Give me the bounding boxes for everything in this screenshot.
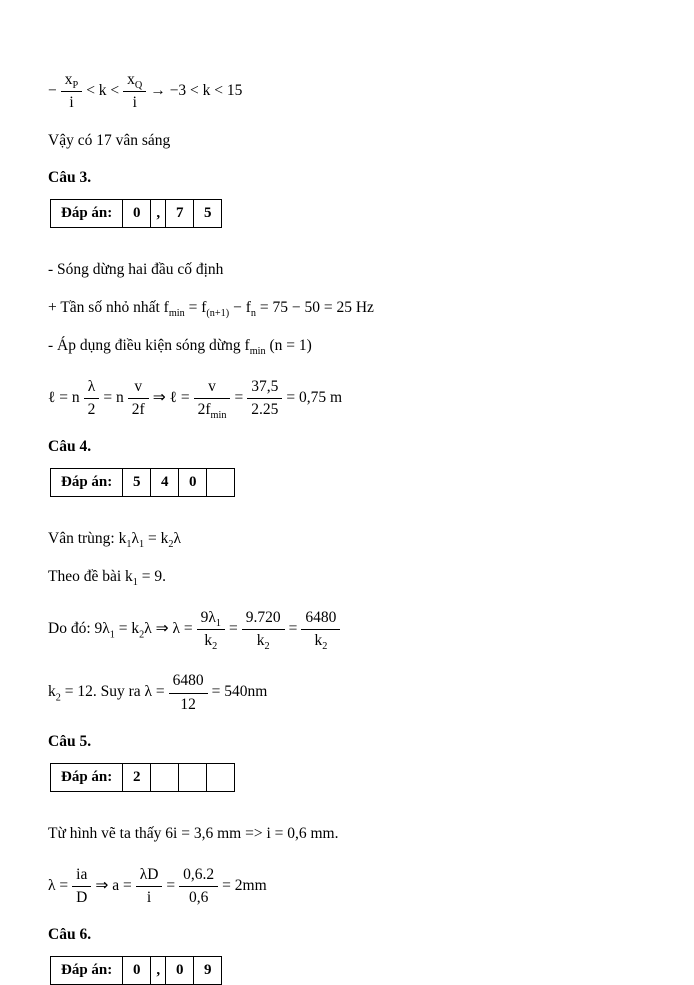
- denominator-subscript: 2: [264, 641, 270, 653]
- numerator-subscript: 1: [215, 618, 221, 630]
- answer-cell: [179, 763, 207, 791]
- text-tu-hinh-ve: Từ hình vẽ ta thấy 6i = 3,6 mm => i = 0,6 mm.: [48, 824, 339, 842]
- heading-cau-5: Câu 5.: [48, 732, 92, 750]
- answer-cell: 9: [194, 956, 222, 984]
- symbol-k: k: [48, 683, 56, 701]
- equals-sign: =: [234, 389, 244, 407]
- subscript-1: 1: [138, 539, 145, 551]
- denominator-subscript: 2: [212, 641, 218, 653]
- denominator: [197, 630, 225, 651]
- numerator: v: [128, 377, 149, 399]
- denominator: 2: [87, 401, 96, 419]
- answer-table-cau5: [50, 763, 235, 792]
- subscript-2: 2: [55, 692, 61, 704]
- text-theo-de-bai: [48, 567, 654, 588]
- inequality-middle: < k <: [86, 82, 120, 100]
- implies-arrow: λ ⇒ λ =: [144, 620, 193, 638]
- numerator: ia: [72, 865, 91, 887]
- answer-cell: 4: [151, 469, 179, 497]
- heading-cau-6: Câu 6.: [48, 925, 92, 943]
- denominator: i: [132, 94, 137, 112]
- formula-lambda-a: [48, 865, 654, 908]
- formula-result: = 2mm: [222, 876, 267, 894]
- answer-cell: [207, 469, 235, 497]
- formula-mid: = k: [114, 620, 140, 638]
- answer-table-cau6: [50, 956, 222, 985]
- denominator: [194, 399, 231, 420]
- symbol-f: f: [201, 299, 207, 317]
- subscript-1: 1: [109, 629, 115, 641]
- fraction-37-5-over-2-25: [247, 377, 282, 420]
- denominator: 0,6: [188, 888, 209, 906]
- text-lead: Theo đề bài k: [48, 568, 133, 586]
- fraction-0-6-2-over-0-6: [179, 865, 218, 908]
- subscript-2: 2: [168, 539, 174, 551]
- implies-arrow: ⇒ ℓ =: [152, 389, 190, 407]
- table-row: [51, 469, 235, 497]
- formula-result: = 0,75 m: [286, 389, 343, 407]
- equals-sign: =: [229, 620, 238, 638]
- formula-k2-result: [48, 671, 654, 714]
- subscript-n: n: [250, 308, 256, 320]
- answer-cell: 0: [123, 200, 151, 228]
- formula-result: → −3 < k < 15: [150, 82, 243, 100]
- text-mid: = k: [144, 530, 169, 548]
- denominator: 2f: [131, 401, 145, 419]
- denominator-base: k: [314, 632, 323, 650]
- equals-sign: =: [288, 620, 298, 638]
- fraction-xp-over-i: [61, 70, 82, 113]
- subscript-1: 1: [132, 577, 138, 589]
- text-song-dung: - Sóng dừng hai đầu cố định: [48, 261, 224, 279]
- symbol-f: f: [245, 299, 251, 317]
- subscript-min: min: [168, 308, 185, 320]
- numerator: 6480: [301, 608, 340, 630]
- formula-k-range: [48, 70, 654, 113]
- answer-cell: [151, 763, 179, 791]
- numerator: 37,5: [247, 377, 282, 399]
- numerator: [197, 608, 225, 630]
- fraction-v-over-2fmin: [194, 377, 231, 420]
- formula-result: = 540nm: [211, 683, 268, 701]
- numerator-base: 9λ: [200, 609, 216, 627]
- fraction-9-720-over-k2: [242, 608, 285, 651]
- numerator: 9.720: [242, 608, 285, 630]
- denominator: [301, 630, 340, 651]
- implies-arrow: ⇒ a =: [95, 876, 132, 894]
- text-lead: - Áp dụng điều kiện sóng dừng: [48, 337, 245, 355]
- answer-label: Đáp án:: [51, 200, 123, 228]
- text-tail: = 9.: [137, 568, 167, 586]
- answer-cell: 0: [179, 469, 207, 497]
- subscript-1: 1: [126, 539, 132, 551]
- numerator-subscript: Q: [134, 80, 143, 92]
- denominator-base: k: [256, 632, 265, 650]
- denominator: 12: [180, 695, 196, 713]
- text-lead: Vân trùng: k: [48, 530, 127, 548]
- minus-sign: −: [229, 299, 246, 317]
- fraction-6480-over-12: [169, 671, 208, 714]
- answer-cell: 0: [166, 956, 194, 984]
- denominator: [242, 630, 285, 651]
- equals-sign: =: [184, 299, 202, 317]
- numerator-base: x: [127, 71, 135, 88]
- answer-label: Đáp án:: [51, 469, 123, 497]
- denominator: i: [146, 888, 152, 906]
- numerator: 0,6.2: [179, 865, 218, 887]
- text-ap-dung-dieu-kien: [48, 336, 654, 357]
- answer-cell: [207, 763, 235, 791]
- numerator-base: x: [64, 71, 73, 88]
- numerator: λD: [136, 865, 163, 887]
- symbol-lambda: λ: [173, 530, 181, 548]
- numerator: v: [194, 377, 231, 399]
- text-mid: = 12. Suy ra λ =: [60, 683, 165, 701]
- numerator: 6480: [169, 671, 208, 693]
- denominator-base: k: [204, 632, 213, 650]
- equals-sign: =: [166, 876, 176, 894]
- heading-cau-4: Câu 4.: [48, 438, 92, 456]
- formula-lead: λ =: [48, 876, 69, 894]
- symbol-lambda: λ: [131, 530, 139, 548]
- answer-cell: 5: [123, 469, 151, 497]
- fraction-v-over-2f: [128, 377, 149, 420]
- answer-label: Đáp án:: [51, 956, 123, 984]
- formula-lead: Do đó: 9λ: [48, 620, 110, 638]
- denominator: i: [69, 94, 74, 112]
- symbol-f: f: [163, 299, 169, 317]
- denominator-subscript: 2: [322, 641, 328, 653]
- denominator-base: 2f: [197, 401, 211, 419]
- fraction-6480-over-k2: [301, 608, 340, 651]
- answer-table-cau3: [50, 199, 222, 228]
- answer-cell: 2: [123, 763, 151, 791]
- numerator: λ: [84, 377, 100, 399]
- fraction-lambda-over-2: [84, 377, 100, 420]
- answer-cell-comma: ,: [151, 956, 166, 984]
- answer-cell: 7: [166, 200, 194, 228]
- denominator: 2.25: [251, 401, 279, 419]
- answer-cell-comma: ,: [151, 200, 166, 228]
- text-result: = 75 − 50 = 25 Hz: [255, 299, 374, 317]
- denominator-subscript: min: [210, 410, 227, 422]
- text-lead: + Tần số nhỏ nhất: [48, 299, 164, 317]
- answer-cell: 0: [123, 956, 151, 984]
- text-tail: (n = 1): [265, 337, 312, 355]
- fraction-ia-over-D: [72, 865, 91, 908]
- table-row: [51, 200, 222, 228]
- answer-label: Đáp án:: [51, 763, 123, 791]
- table-row: [51, 763, 235, 791]
- fraction-9lambda1-over-k2: [197, 608, 225, 651]
- subscript-n-plus-1: (n+1): [206, 308, 230, 320]
- answer-cell: 5: [194, 200, 222, 228]
- fraction-xq-over-i: [123, 70, 146, 113]
- fraction-lambdaD-over-i: [136, 865, 163, 908]
- subscript-min: min: [249, 346, 266, 358]
- table-row: [51, 956, 222, 984]
- formula-string-length: [48, 377, 654, 420]
- symbol-f: f: [244, 337, 250, 355]
- text-van-trung: [48, 529, 654, 550]
- answer-table-cau4: [50, 468, 235, 497]
- formula-do-do: [48, 608, 654, 651]
- formula-mid: = n: [103, 389, 124, 407]
- text-van-sang-conclusion: Vậy có 17 vân sáng: [48, 132, 171, 150]
- text-tan-so-nho-nhat: [48, 298, 654, 319]
- denominator: D: [76, 888, 88, 906]
- subscript-2: 2: [139, 629, 145, 641]
- numerator-subscript: P: [72, 80, 79, 92]
- formula-lead: ℓ = n: [48, 389, 80, 407]
- minus-sign: −: [48, 82, 57, 100]
- heading-cau-3: Câu 3.: [48, 169, 92, 187]
